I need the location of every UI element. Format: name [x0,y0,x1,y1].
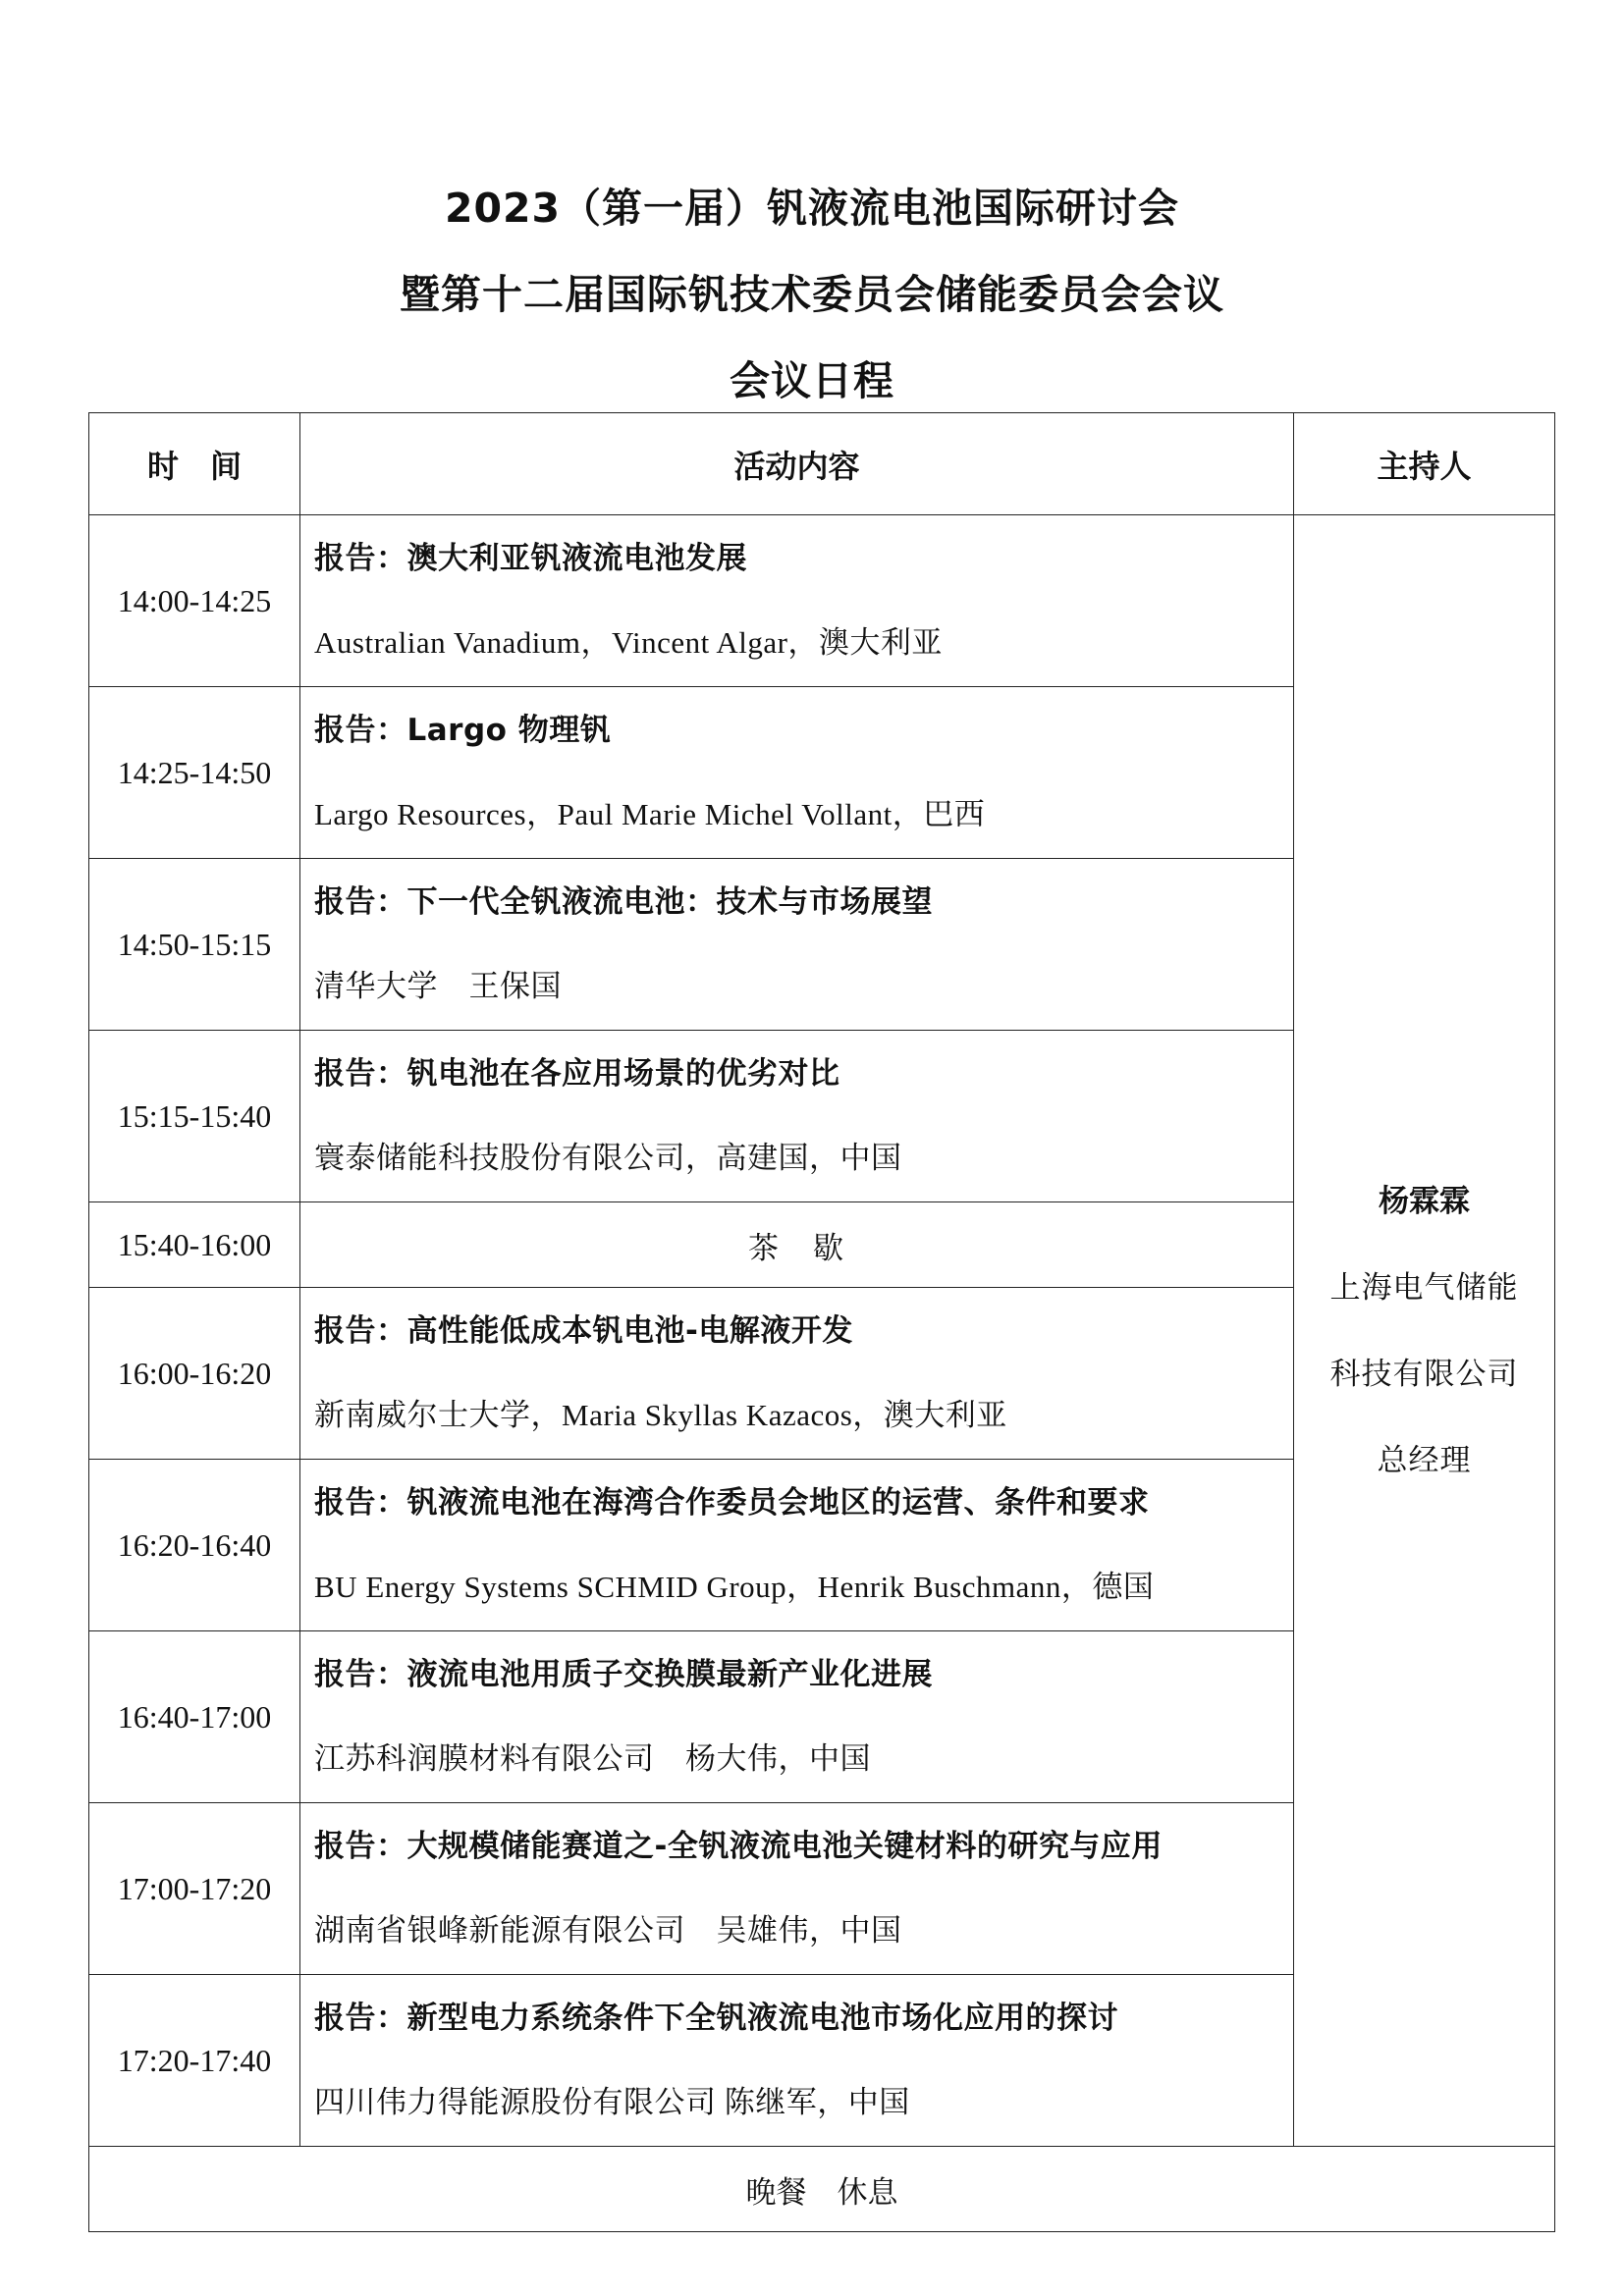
talk-title: 报告：下一代全钒液流电池：技术与市场展望 [314,884,933,920]
session-time: 17:00-17:20 [89,1803,300,1975]
talk-title: 报告：钒电池在各应用场景的优劣对比 [314,1056,840,1092]
session-content [300,1975,1294,2147]
table-row [89,515,1555,687]
talk-title: 报告：液流电池用质子交换膜最新产业化进展 [314,1657,933,1692]
dinner-break-label: 晚餐 休息 [89,2147,1555,2232]
talk-title: 报告：高性能低成本钒电池-电解液开发 [314,1313,853,1349]
session-time: 16:20-16:40 [89,1460,300,1631]
host-name: 杨霖霖 [1379,1183,1470,1219]
talk-speaker: 江苏科润膜材料有限公司 杨大伟，中国 [314,1741,871,1776]
break-time: 15:40-16:00 [89,1202,300,1288]
talk-speaker: Australian Vanadium，Vincent Algar，澳大利亚 [314,625,943,660]
talk-title: 报告：新型电力系统条件下全钒液流电池市场化应用的探讨 [314,2001,1118,2036]
session-content [300,1631,1294,1803]
session-content [300,687,1294,859]
session-time: 14:00-14:25 [89,515,300,687]
talk-speaker: 寰泰储能科技股份有限公司，高建国，中国 [314,1141,902,1175]
header-content: 活动内容 [300,413,1294,515]
talk-speaker: 四川伟力得能源股份有限公司 陈继军，中国 [314,2085,910,2119]
conference-subtitle: 暨第十二届国际钒技术委员会储能委员会会议 [400,271,1224,318]
talk-speaker: 湖南省银峰新能源有限公司 吴雄伟，中国 [314,1913,902,1948]
session-content [300,859,1294,1031]
agenda-title: 会议日程 [730,357,894,404]
tea-break-label: 茶 歇 [300,1202,1294,1288]
talk-title: 报告：Largo 物理钒 [314,713,612,748]
talk-title: 报告：大规模储能赛道之-全钒液流电池关键材料的研究与应用 [314,1829,1163,1864]
host-org-line2: 科技有限公司 [1329,1356,1519,1391]
talk-speaker: 新南威尔士大学，Maria Skyllas Kazacos，澳大利亚 [314,1398,1007,1432]
agenda-header [0,165,1624,424]
header-host: 主持人 [1294,413,1555,515]
agenda-table [88,412,1555,2232]
session-content [300,1460,1294,1631]
talk-speaker: 清华大学 王保国 [314,969,562,1003]
host-cell [1294,515,1555,2147]
talk-speaker: Largo Resources，Paul Marie Michel Vollant，巴西 [314,797,986,831]
session-time: 15:15-15:40 [89,1031,300,1202]
session-time: 17:20-17:40 [89,1975,300,2147]
session-content [300,515,1294,687]
session-time: 16:40-17:00 [89,1631,300,1803]
session-content [300,1031,1294,1202]
talk-speaker: BU Energy Systems SCHMID Group，Henrik Buschmann，德国 [314,1570,1155,1604]
table-header-row [89,413,1555,515]
host-position: 总经理 [1377,1442,1472,1477]
session-time: 14:25-14:50 [89,687,300,859]
table-footer-row [89,2147,1555,2232]
header-time: 时 间 [89,413,300,515]
talk-title: 报告：澳大利亚钒液流电池发展 [314,541,747,576]
session-time: 14:50-15:15 [89,859,300,1031]
talk-title: 报告：钒液流电池在海湾合作委员会地区的运营、条件和要求 [314,1485,1150,1521]
host-org-line1: 上海电气储能 [1329,1269,1519,1305]
session-time: 16:00-16:20 [89,1288,300,1460]
session-content [300,1803,1294,1975]
conference-title: 2023（第一届）钒液流电池国际研讨会 [444,185,1180,232]
session-content [300,1288,1294,1460]
